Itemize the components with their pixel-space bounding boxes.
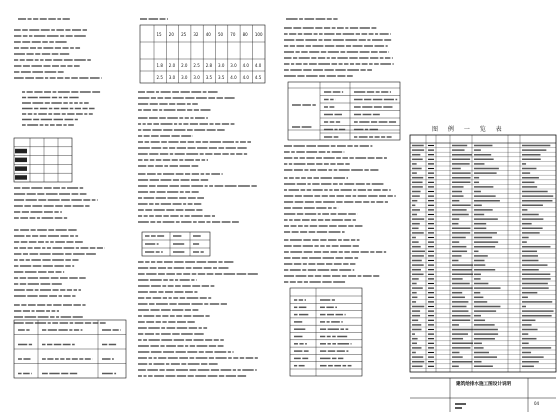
dimension-table-cell: 2.8 <box>205 62 213 68</box>
column1-table-cell <box>15 175 27 180</box>
dimension-table-cell: 2.5 <box>193 62 200 68</box>
dimension-table-cell: 3.0 <box>168 74 176 80</box>
sheet-number: 04 <box>534 401 540 406</box>
dimension-table-cell: 3.0 <box>230 62 237 68</box>
column1-table-cell <box>15 158 27 163</box>
dimension-table-cell: 2.0 <box>181 62 188 68</box>
dimension-table-cell: 70 <box>230 31 236 37</box>
legend-title: 图 例 一 览 表 <box>432 126 506 133</box>
dimension-table-cell: 2.0 <box>168 62 176 68</box>
dimension-table-cell: 25 <box>181 31 187 37</box>
dimension-table-cell: 4.0 <box>242 74 249 80</box>
column1-table-cell <box>15 166 27 171</box>
dimension-table-cell: 80 <box>242 31 248 37</box>
dimension-table-cell: 4.0 <box>254 62 262 68</box>
dimension-table-cell: 20 <box>168 31 174 37</box>
dimension-table-cell: 3.0 <box>218 62 225 68</box>
column1-table-cell <box>15 149 27 154</box>
dimension-table-cell: 50 <box>218 31 224 37</box>
dimension-table-cell: 4.0 <box>230 74 237 80</box>
dimension-table-cell: 4.0 <box>242 62 249 68</box>
dimension-table-cell: 32 <box>193 31 199 37</box>
dimension-table-cell: 100 <box>254 31 263 37</box>
dimension-table-cell: 3.5 <box>205 74 213 80</box>
sheet-title: 建筑给排水施工图设计说明 <box>456 382 512 387</box>
dimension-table-cell: 40 <box>205 31 211 37</box>
dimension-table-cell: 4.5 <box>254 74 262 80</box>
dimension-table-cell: 15 <box>156 31 162 37</box>
dimension-table-cell: 3.0 <box>181 74 188 80</box>
dimension-table-cell: 2.5 <box>156 74 163 80</box>
column3-bottom-table <box>290 288 362 376</box>
dimension-table-cell: 3.0 <box>193 74 200 80</box>
column3-table <box>288 82 400 140</box>
dimension-table-cell: 1.8 <box>156 62 163 68</box>
dimension-table-cell: 3.5 <box>218 74 225 80</box>
